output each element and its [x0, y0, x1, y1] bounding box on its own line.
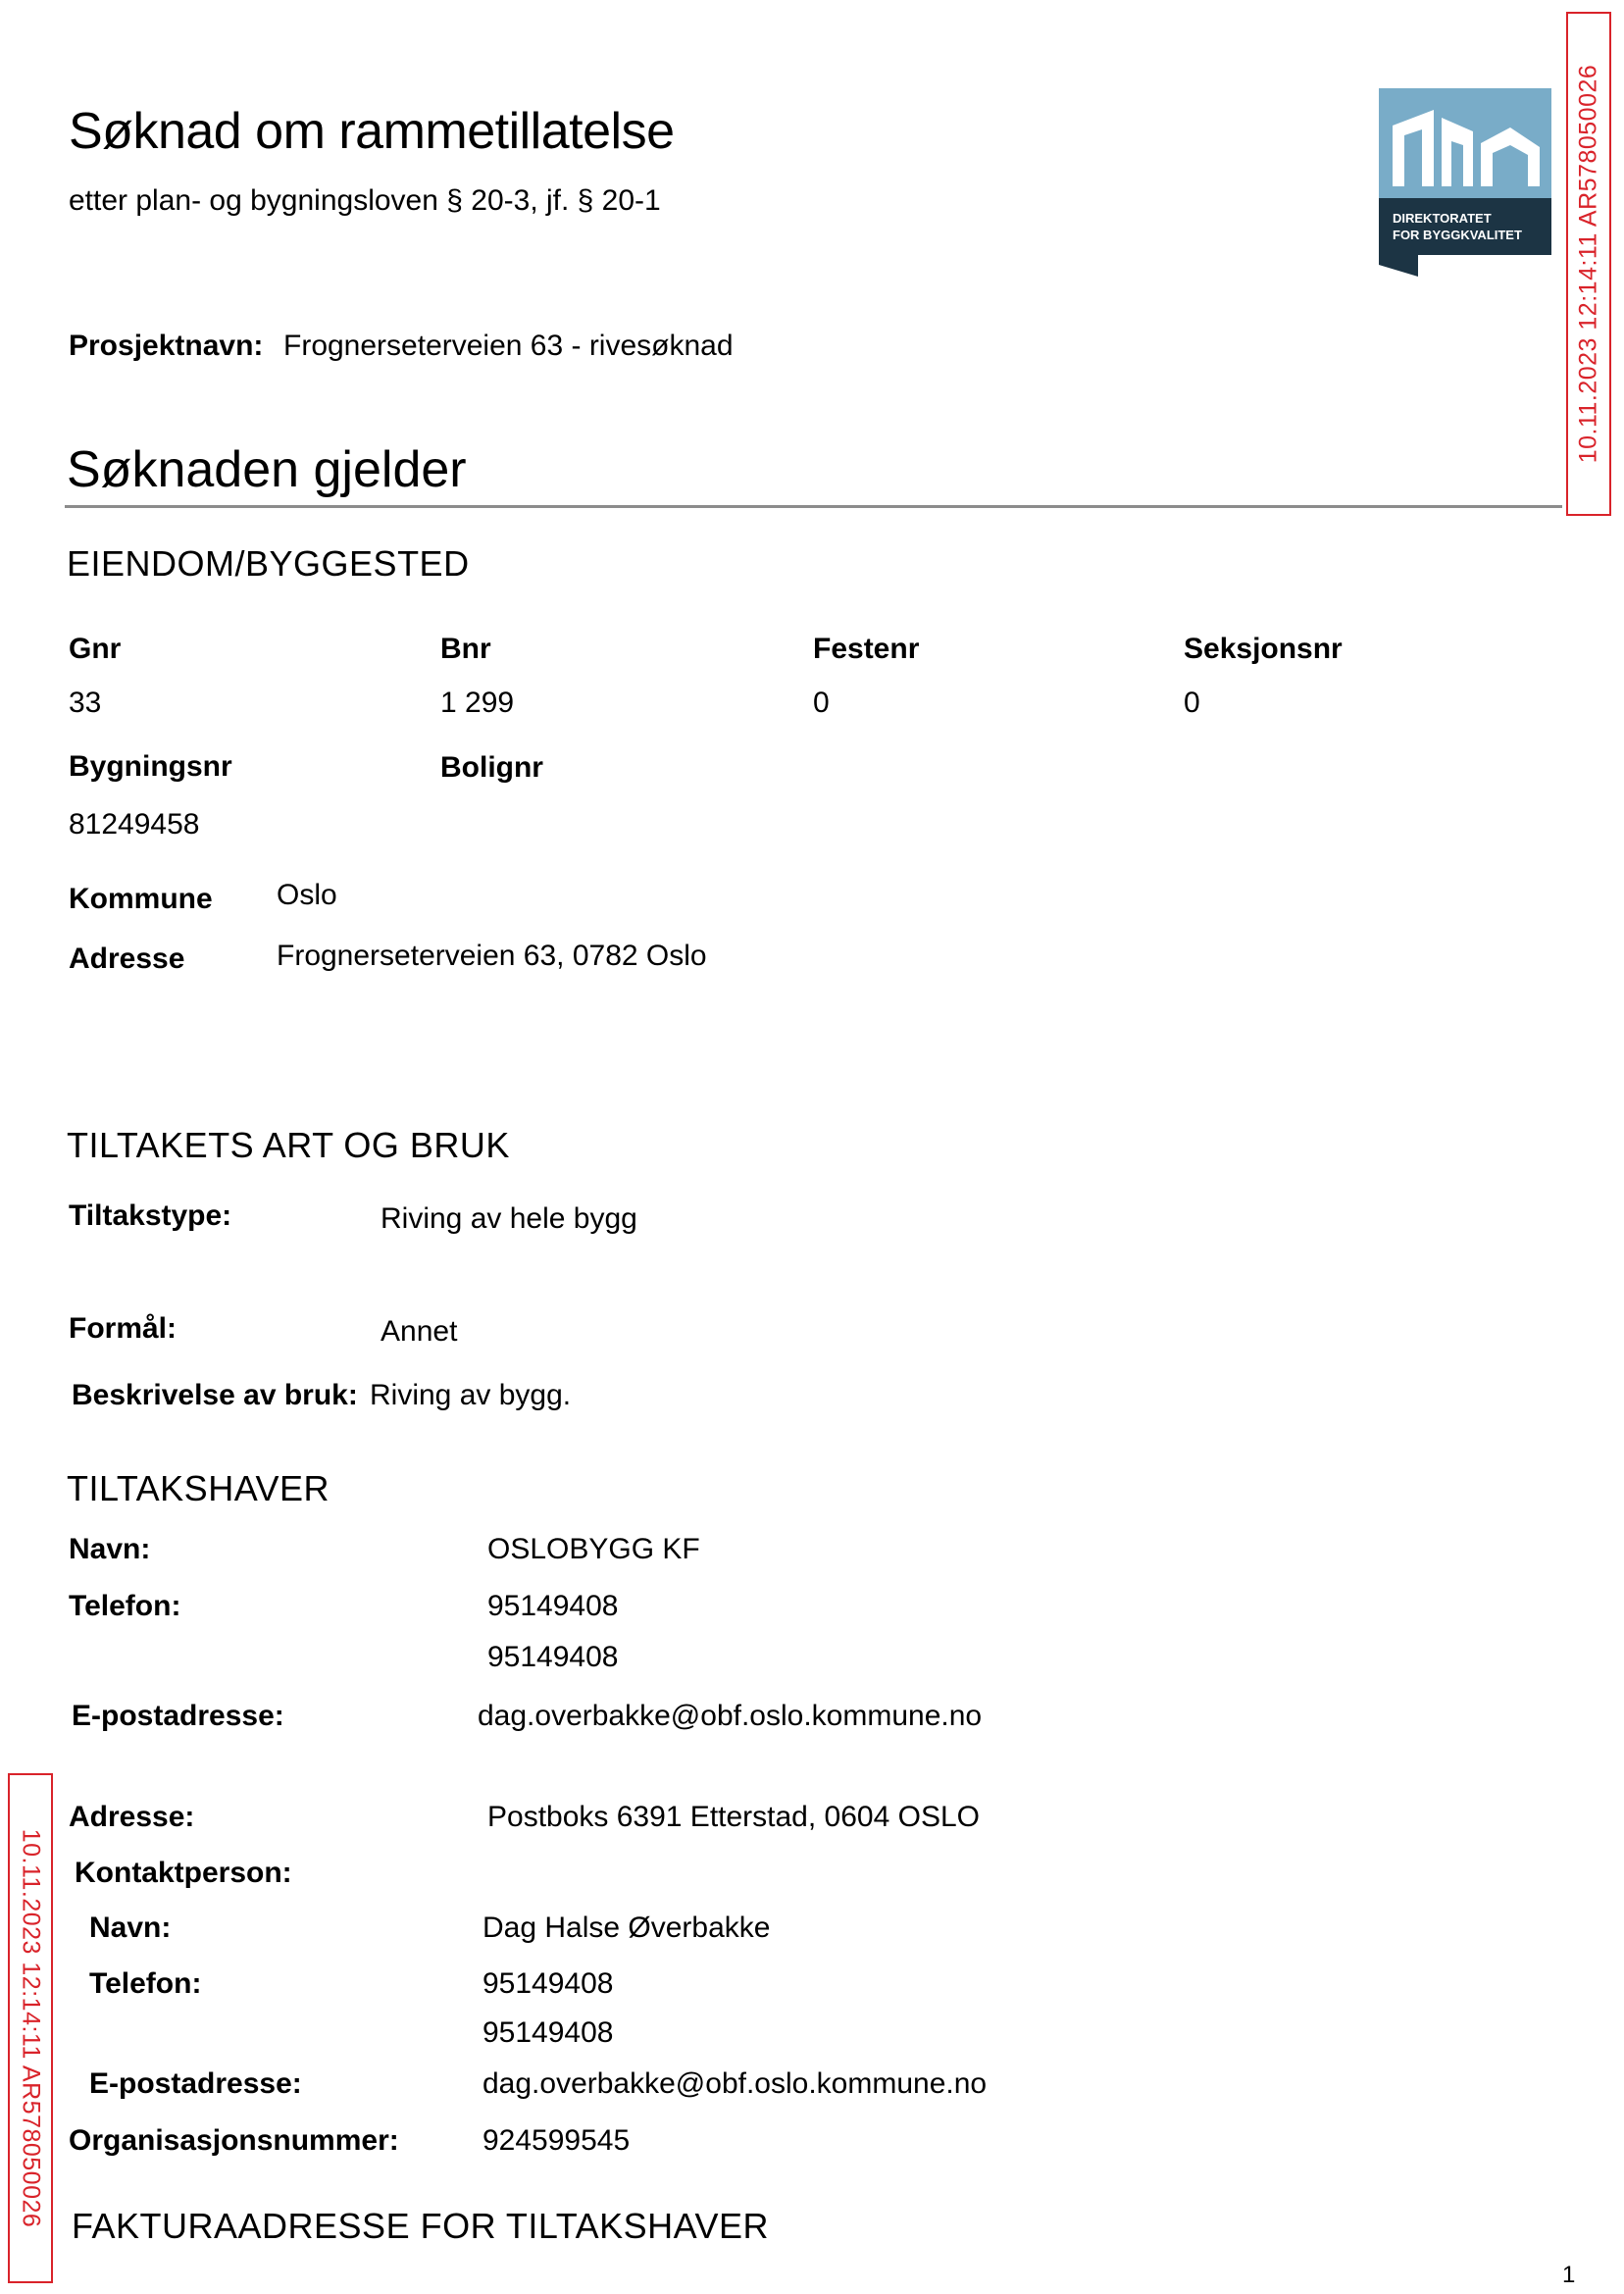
page-number: 1 [1562, 2262, 1576, 2288]
timestamp-stamp-top [1566, 12, 1611, 516]
formal-label: Formål: [69, 1312, 178, 1345]
page-subtitle: etter plan- og bygningsloven § 20-3, jf. § 20-1 [69, 184, 661, 217]
telefon-label: Telefon: [69, 1590, 181, 1622]
telefon-value-1: 95149408 [487, 1590, 619, 1622]
bolignr-label: Bolignr [440, 751, 543, 784]
section-heading: Søknaden gjelder [67, 441, 467, 498]
section-divider [65, 505, 1562, 508]
kontakt-telefon-label: Telefon: [89, 1967, 202, 2000]
epost-label: E-postadresse: [72, 1700, 284, 1732]
kontakt-navn-value: Dag Halse Øverbakke [482, 1912, 771, 1944]
adresse-value: Frognerseterveien 63, 0782 Oslo [277, 940, 707, 972]
stamp-text: 10.11.2023 12:14:11 AR578050026 [1574, 64, 1602, 464]
tiltak-heading: TILTAKETS ART OG BRUK [67, 1125, 510, 1165]
adresse-label: Adresse [69, 943, 185, 975]
epost-value: dag.overbakke@obf.oslo.kommune.no [478, 1700, 983, 1732]
dibk-logo [1379, 88, 1551, 277]
tiltakshaver-heading: TILTAKSHAVER [67, 1468, 330, 1508]
kontakt-telefon-value-2: 95149408 [482, 2016, 614, 2049]
telefon-value-2: 95149408 [487, 1641, 619, 1673]
project-label: Prosjektnavn: [69, 330, 264, 362]
festenr-label: Festenr [813, 633, 920, 665]
kontakt-epost-value: dag.overbakke@obf.oslo.kommune.no [482, 2067, 988, 2100]
tiltakstype-label: Tiltakstype: [69, 1199, 232, 1232]
faktura-heading: FAKTURAADRESSE FOR TILTAKSHAVER [72, 2206, 769, 2246]
kontaktperson-label: Kontaktperson: [75, 1857, 292, 1889]
eiendom-heading: EIENDOM/BYGGESTED [67, 543, 470, 584]
formal-value: Annet [381, 1315, 458, 1348]
tiltakshaver-adresse-label: Adresse: [69, 1801, 195, 1833]
bygningsnr-value: 81249458 [69, 808, 200, 841]
bygningsnr-label: Bygningsnr [69, 750, 232, 783]
logo-text-line1: DIREKTORATET [1393, 211, 1492, 226]
gnr-label: Gnr [69, 633, 122, 665]
kontakt-navn-label: Navn: [89, 1912, 172, 1944]
stamp-text: 10.11.2023 12:14:11 AR578050026 [17, 1828, 45, 2228]
navn-value: OSLOBYGG KF [487, 1533, 700, 1565]
project-value: Frognerseterveien 63 - rivesøknad [283, 330, 734, 362]
seksjonsnr-value: 0 [1184, 687, 1200, 719]
beskrivelse-label: Beskrivelse av bruk: [72, 1379, 358, 1411]
beskrivelse-value: Riving av bygg. [370, 1379, 572, 1411]
kommune-value: Oslo [277, 879, 337, 911]
logo-text-line2: FOR BYGGKVALITET [1393, 228, 1522, 242]
kontakt-telefon-value-1: 95149408 [482, 1967, 614, 2000]
kommune-label: Kommune [69, 883, 213, 915]
page-title: Søknad om rammetillatelse [69, 103, 675, 160]
timestamp-stamp-bottom [8, 1773, 53, 2283]
navn-label: Navn: [69, 1533, 151, 1565]
orgnr-value: 924599545 [482, 2124, 631, 2157]
tiltakstype-value: Riving av hele bygg [381, 1202, 637, 1235]
tiltakshaver-adresse-value: Postboks 6391 Etterstad, 0604 OSLO [487, 1801, 980, 1833]
gnr-value: 33 [69, 687, 102, 719]
kontakt-epost-label: E-postadresse: [89, 2067, 302, 2100]
bnr-label: Bnr [440, 633, 491, 665]
orgnr-label: Organisasjonsnummer: [69, 2124, 399, 2157]
festenr-value: 0 [813, 687, 830, 719]
seksjonsnr-label: Seksjonsnr [1184, 633, 1343, 665]
bnr-value: 1 299 [440, 687, 515, 719]
